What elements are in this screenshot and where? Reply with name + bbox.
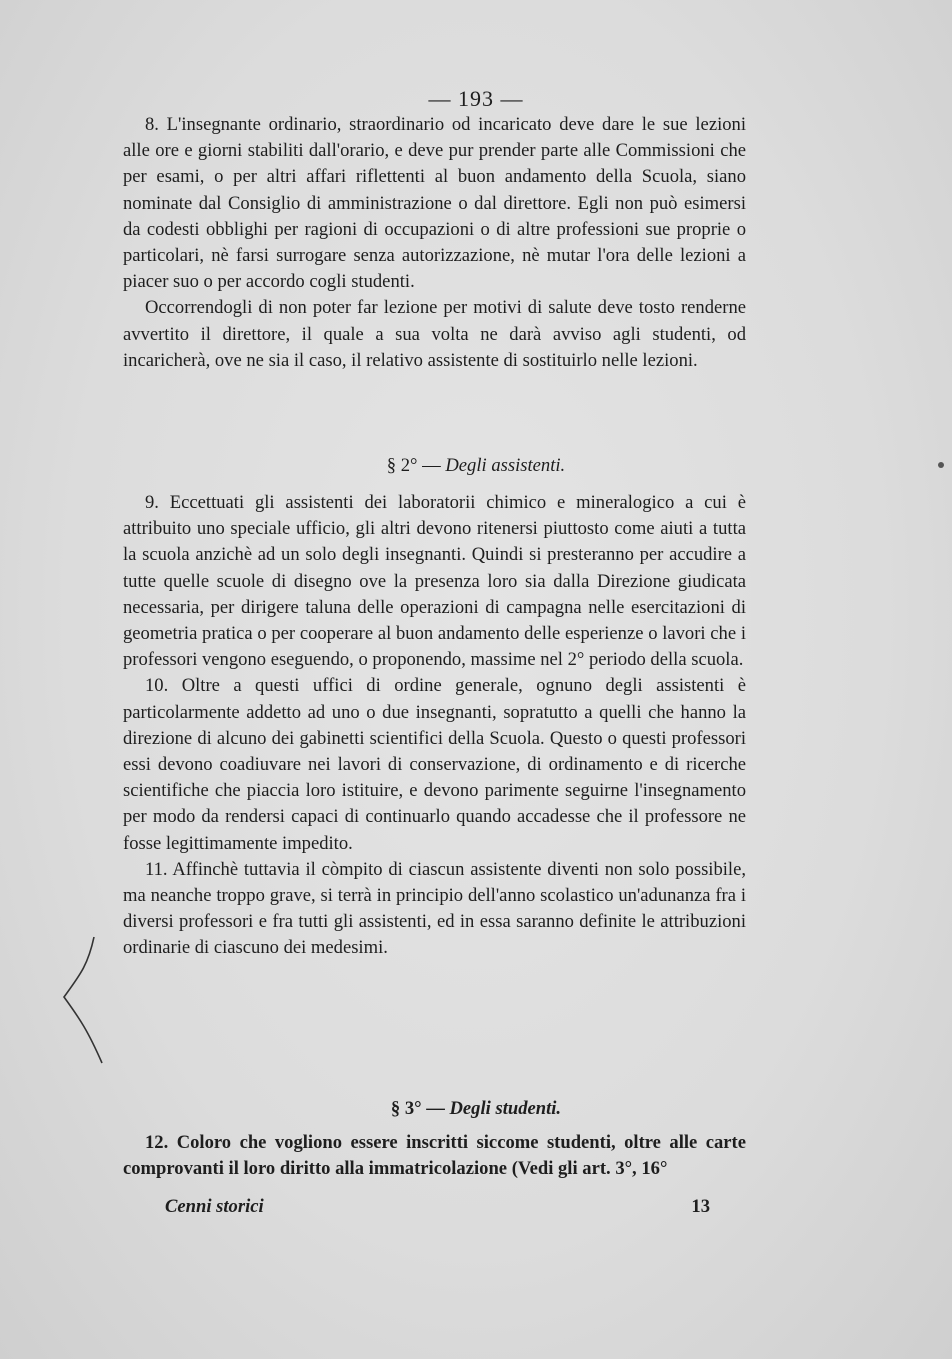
page-footer xyxy=(165,1196,710,1218)
section-symbol: § 3° — xyxy=(390,1098,445,1119)
footer-sheet-number: 13 xyxy=(691,1196,710,1217)
text-block-rules-teachers xyxy=(123,112,746,374)
paragraph-10: 10. Oltre a questi uffici di ordine generale, ognuno degli assistenti è particolarmente addetto ad uno o due insegnanti, sopratutto a quelli che hanno la direzione di alcuno dei gabinetti scientifici della Scuola. Questo o questi professori essi devono coadiuvare nei lavori di conservazione, di ordinamento e di ricerche scientifiche che piaccia loro istituire, e devono parimente seguirne l'insegnamento per modo da rendersi capaci di continuarlo quando accadesse che il professore ne fosse legittimamente impedito. xyxy=(123,675,746,854)
paragraph-12: 12. Coloro che vogliono essere inscritti siccome studenti, oltre alle carte comprovanti il loro diritto alla immatricolazione (Vedi gli art. 3°, 16° xyxy=(123,1132,746,1180)
footer-signature: Cenni storici xyxy=(165,1196,264,1217)
section-title: Degli assistenti. xyxy=(445,455,566,476)
margin-bracket-mark xyxy=(58,935,106,1065)
paragraph-9: 9. Eccettuati gli assistenti dei laboratorii chimico e mineralogico a cui è attribuito uno speciale ufficio, gli altri devono ritenersi piuttosto come aiuti a tutta la scuola anzichè ad un solo degli insegnanti. Quindi si presteranno per accudire a tutte quelle scuole di disegno ove la presenza loro sia dalla Direzione giudicata necessaria, per dirigere taluna delle operazioni di campagna nelle esercitazioni di geometria pratica o per cooperare al buon andamento delle esperienze o lavori che i professori vengono eseguendo, o proponendo, massime nel 2° periodo della scuola. xyxy=(123,492,746,671)
section-title: Degli studenti. xyxy=(449,1098,562,1119)
page-number: — 193 — xyxy=(428,86,524,111)
paragraph-11: 11. Affinchè tuttavia il còmpito di ciascun assistente diventi non solo possibile, ma neanche troppo grave, si terrà in principio dell'anno scolastico un'adunanza fra i diversi professori e fra tutti gli assistenti, ed in essa saranno definite le attribuzioni ordinarie di ciascuno dei medesimi. xyxy=(123,858,746,959)
section-symbol: § 2° — xyxy=(386,455,441,476)
section-heading-assistants xyxy=(0,455,952,477)
text-block-assistants xyxy=(123,490,746,962)
edge-speck xyxy=(938,462,944,468)
text-block-students xyxy=(123,1130,746,1182)
paragraph-8: 8. L'insegnante ordinario, straordinario od incaricato deve dare le sue lezioni alle ore e giorni stabiliti dall'orario, e deve pur prender parte alle Commissioni che per esami, o per altri affari riflettenti al buon andamento della Scuola, siano nominate dal Consiglio di amministrazione o dal direttore. Egli non può esimersi da codesti obblighi per ragioni di occupazioni o di altre professioni sue proprie o particolari, nè farsi surrogare senza autorizzazione, nè mutar l'ora delle lezioni a piacer suo o per accordo cogli studenti. xyxy=(123,114,746,293)
paragraph-8-continued: Occorrendogli di non poter far lezione per motivi di salute deve tosto renderne avvertito il direttore, il quale a sua volta ne darà avviso agli studenti, od incaricherà, ove ne sia il caso, il relativo assistente di sostituirlo nelle lezioni. xyxy=(123,297,746,371)
section-heading-students xyxy=(0,1098,952,1120)
